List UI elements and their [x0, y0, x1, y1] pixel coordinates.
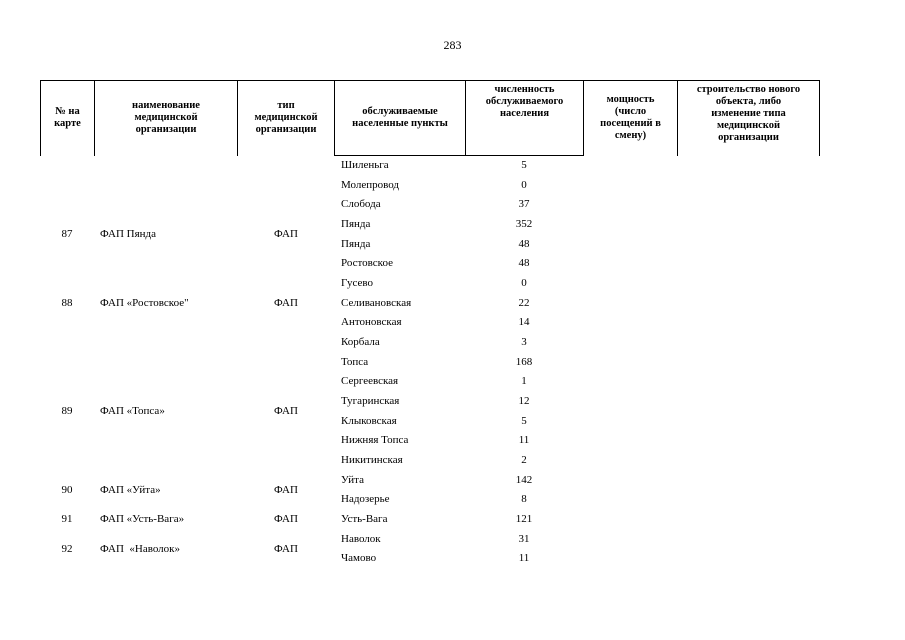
org-name: ФАП «Уйта» [100, 484, 161, 496]
settlement-population: 0 [521, 179, 527, 191]
header-construction: строительство нового объекта, либо изменение типа медицинской организации [677, 80, 819, 156]
settlement-name: Чамово [341, 552, 377, 564]
org-name: ФАП «Ростовское" [100, 297, 189, 309]
header-map-number: № на карте [40, 80, 94, 156]
settlement-population: 142 [515, 474, 533, 486]
settlement-population: 8 [521, 493, 527, 505]
settlement-name: Слобода [341, 198, 381, 210]
org-name: ФАП «Усть-Вага» [100, 513, 185, 525]
settlement-name: Наволок [341, 533, 381, 545]
settlement-name: Селивановская [341, 297, 412, 309]
settlement-name: Усть-Вага [341, 513, 388, 525]
settlement-name: Тугаринская [341, 395, 400, 407]
org-map-number: 89 [61, 405, 73, 417]
settlement-population: 0 [521, 277, 527, 289]
header-org-name: наименование медицинской организации [94, 80, 237, 156]
settlement-name: Уйта [341, 474, 364, 486]
settlement-population: 12 [518, 395, 530, 407]
settlement-population: 3 [521, 336, 527, 348]
settlement-name: Гусево [341, 277, 373, 289]
settlement-name: Молепровод [341, 179, 400, 191]
org-name: ФАП «Топса» [100, 405, 165, 417]
settlement-population: 2 [521, 454, 527, 466]
settlement-name: Никитинская [341, 454, 403, 466]
org-type: ФАП [274, 228, 298, 240]
settlement-population: 31 [518, 533, 530, 545]
settlement-population: 48 [518, 257, 530, 269]
header-right-border [819, 80, 820, 156]
settlement-population: 1 [521, 375, 527, 387]
org-type: ФАП [274, 484, 298, 496]
org-name: ФАП Пянда [100, 228, 157, 240]
org-name: ФАП «Наволок» [100, 543, 181, 555]
settlement-population: 5 [521, 159, 527, 171]
org-map-number: 90 [61, 484, 73, 496]
settlement-population: 121 [515, 513, 533, 525]
org-map-number: 88 [61, 297, 73, 309]
header-population: численность обслуживаемого населения [465, 80, 583, 156]
org-map-number: 87 [61, 228, 73, 240]
settlement-population: 352 [515, 218, 533, 230]
settlement-population: 48 [518, 238, 530, 250]
settlement-name: Корбала [341, 336, 380, 348]
settlement-population: 168 [515, 356, 533, 368]
settlement-name: Сергеевская [341, 375, 399, 387]
settlement-population: 11 [518, 434, 530, 446]
settlement-name: Шиленьга [341, 159, 389, 171]
org-map-number: 92 [61, 543, 73, 555]
header-org-type: тип медицинской организации [237, 80, 334, 156]
org-type: ФАП [274, 405, 298, 417]
settlement-population: 14 [518, 316, 530, 328]
header-settlements: обслуживаемые населенные пункты [334, 80, 465, 156]
settlement-name: Антоновская [341, 316, 402, 328]
settlement-population: 11 [518, 552, 530, 564]
page-number: 283 [443, 38, 462, 52]
header-capacity: мощность (число посещений в смену) [583, 80, 677, 156]
org-type: ФАП [274, 513, 298, 525]
settlement-population: 5 [521, 415, 527, 427]
settlement-name: Надозерье [341, 493, 390, 505]
org-map-number: 91 [61, 513, 73, 525]
header-bottom-border [334, 155, 583, 156]
settlement-name: Топса [341, 356, 369, 368]
settlement-population: 22 [518, 297, 530, 309]
org-type: ФАП [274, 297, 298, 309]
settlement-name: Пянда [341, 218, 371, 230]
org-type: ФАП [274, 543, 298, 555]
settlement-name: Пянда [341, 238, 371, 250]
settlement-population: 37 [518, 198, 530, 210]
settlement-name: Ростовское [341, 257, 393, 269]
settlement-name: Клыковская [341, 415, 397, 427]
settlement-name: Нижняя Топса [341, 434, 409, 446]
